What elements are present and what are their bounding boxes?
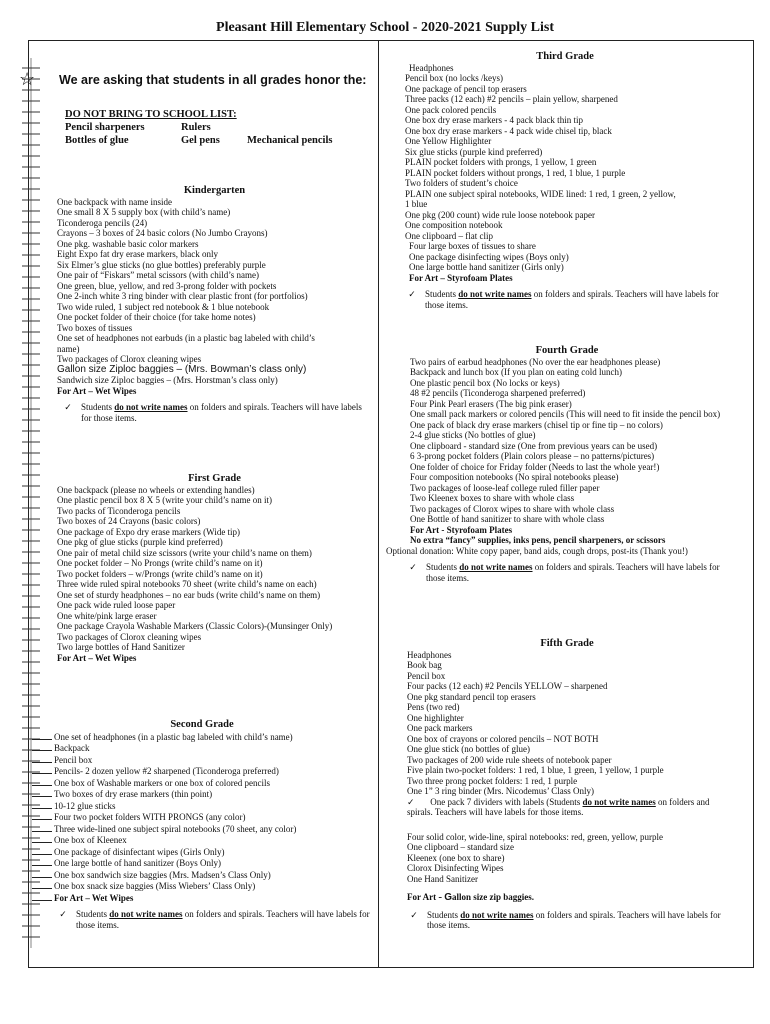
list-item: One package of pencil top erasers xyxy=(405,83,527,94)
list-item: Four packs (12 each) #2 Pencils YELLOW – sharpened xyxy=(407,681,608,691)
list-item: Two boxes of dry erase markers (thin point) xyxy=(32,788,372,800)
checkbox-line xyxy=(32,731,52,740)
list-item: For Art – Wet Wipes xyxy=(57,385,137,396)
checkbox-line xyxy=(32,777,52,786)
list-item: One box of Washable markers or one box of colored pencils xyxy=(32,777,372,789)
list-item: One 1” 3 ring binder (Mrs. Nicodemus’ Class Only) xyxy=(407,786,595,796)
checkbox-line xyxy=(32,765,52,774)
list-item: Two folders of student’s choice xyxy=(405,178,518,188)
section-heading: Third Grade xyxy=(536,51,594,62)
list-item: Two boxes of tissues xyxy=(57,322,133,333)
list-item: Pencil box (no locks /keys) xyxy=(405,73,503,83)
checkbox-line xyxy=(32,823,52,832)
list-item: Kleenex (one box to share) xyxy=(407,852,505,863)
list-item: PLAIN pocket folders without prongs, 1 red, 1 blue, 1 purple xyxy=(405,167,626,178)
list-item: One 2-inch white 3 ring binder with clear plastic front (for portfolios) xyxy=(57,291,308,301)
second-grade-section xyxy=(32,720,372,930)
do-not-bring-list xyxy=(65,108,332,147)
list-item: 6 3-prong pocket folders (Plain colors please – no patterns/pictures) xyxy=(410,451,655,461)
check-icon: ✓ xyxy=(410,909,418,920)
list-item: One box dry erase markers - 4 pack wide chisel tip, black xyxy=(405,125,612,136)
labels-note xyxy=(61,402,372,423)
checkbox-line xyxy=(32,834,52,843)
list-item: One pack colored pencils xyxy=(405,104,497,115)
list-item: Six glue sticks (purple kind preferred) xyxy=(405,146,543,157)
list-item: One package of disinfectant wipes (Girls Only) xyxy=(32,846,372,858)
section-heading: Second Grade xyxy=(170,719,234,730)
list-item: Gallon size Ziploc baggies – (Mrs. Bowman’s class only) xyxy=(57,363,307,375)
section-heading: Fifth Grade xyxy=(540,638,594,649)
checkbox-line xyxy=(32,857,52,866)
list-item: Two packages of Clorox wipes to share with whole class xyxy=(410,503,615,514)
list-item: Five plain two-pocket folders: 1 red, 1 blue, 1 green, 1 yellow, 1 purple xyxy=(407,765,664,775)
checkbox-line xyxy=(32,880,52,889)
list-item: One pair of “Fiskars” metal scissors (with child’s name) xyxy=(57,270,259,280)
list-item: Three wide-lined one subject spiral notebooks (70 sheet, any color) xyxy=(32,823,372,835)
item: Pencil sharpeners xyxy=(65,122,145,133)
list-item: Four solid color, wide-line, spiral notebooks: red, green, yellow, purple xyxy=(407,831,663,842)
check-icon: ✓ xyxy=(64,402,72,412)
list-item: Two Kleenex boxes to share with whole class xyxy=(410,493,575,503)
list-item: Sandwich size Ziploc baggies – (Mrs. Horstman’s class only) xyxy=(57,375,278,385)
note-text: Students do not write names on folders and spirals. Teachers will have labels for those items. xyxy=(427,909,721,930)
list-item: One package Crayola Washable Markers (Classic Colors)-(Munsinger Only) xyxy=(57,621,333,631)
list-item: Four two pocket folders WITH PRONGS (any color) xyxy=(32,811,372,823)
intro-text: We are asking that students in all grades honor the: xyxy=(59,73,367,87)
do-not-bring-title: DO NOT BRING TO SCHOOL LIST: xyxy=(65,109,237,120)
section-heading: First Grade xyxy=(188,473,241,484)
item: Bottles of glue xyxy=(65,135,129,146)
note-text: Students do not write names on folders and spirals. Teachers will have labels for those items. xyxy=(81,402,362,423)
list-item: 10-12 glue sticks xyxy=(32,800,372,812)
list-item: For Art – Wet Wipes xyxy=(32,892,372,904)
list-item: One pkg. washable basic color markers xyxy=(57,238,199,249)
list-item: Pencil box xyxy=(407,670,446,681)
list-item: Pencils- 2 dozen yellow #2 sharpened (Ticonderoga preferred) xyxy=(32,765,372,777)
list-item: Headphones xyxy=(407,649,452,660)
list-item: One pack of black dry erase markers (chisel tip or fine tip – no colors) xyxy=(410,419,663,430)
list-item: One small 8 X 5 supply box (with child’s name) xyxy=(57,207,231,217)
list-item: 1 blue xyxy=(405,199,428,209)
list-item: Six Elmer’s glue sticks (no glue bottles) preferably purple xyxy=(57,259,266,270)
labels-note xyxy=(405,289,725,310)
list-item: Two packages of loose-leaf college ruled filler paper xyxy=(410,482,600,493)
checkbox-line xyxy=(32,800,52,809)
list-item: One large bottle of hand sanitizer (Boys Only) xyxy=(32,857,372,869)
list-item: PLAIN one subject spiral notebooks, WIDE lined: 1 red, 1 green, 2 yellow, xyxy=(405,188,676,199)
check-icon: ✓ xyxy=(59,909,67,919)
list-item: Two wide ruled, 1 subject red notebook & 1 blue notebook xyxy=(57,301,270,312)
list-item: One plastic pencil box (No locks or keys) xyxy=(410,377,560,388)
list-item: One pack wide ruled loose paper xyxy=(57,600,176,610)
list-item: One backpack (please no wheels or extending handles) xyxy=(57,484,255,495)
list-item: Book bag xyxy=(407,660,442,670)
list-item: One plastic pencil box 8 X 5 (write your child’s name on it) xyxy=(57,495,272,505)
list-item: name) xyxy=(57,343,80,354)
list-item: One set of headphones not earbuds (in a plastic bag labeled with child’s xyxy=(57,333,315,343)
list-item: One pair of metal child size scissors (write your child’s name on them) xyxy=(57,547,312,558)
list-item: Pencil box xyxy=(32,754,372,766)
check-icon: ✓ xyxy=(408,289,416,299)
list-item: PLAIN pocket folders with prongs, 1 yellow, 1 green xyxy=(405,157,597,167)
list-item: Four Pink Pearl erasers (The big pink eraser) xyxy=(410,398,572,409)
list-item: Two packages of 200 wide rule sheets of notebook paper xyxy=(407,754,612,765)
list-item: One clipboard – flat clip xyxy=(405,230,493,241)
list-item: One pkg of glue sticks (purple kind preferred) xyxy=(57,537,223,547)
list-item: One folder of choice for Friday folder (Needs to last the whole year!) xyxy=(410,461,660,472)
list-item: No extra “fancy” supplies, inks pens, pencil sharpeners, or scissors xyxy=(410,535,666,545)
list-item: Headphones xyxy=(409,62,454,73)
list-item: Three wide ruled spiral notebooks 70 sheet (write child’s name on each) xyxy=(57,579,317,589)
list-item: For Art – Wet Wipes xyxy=(57,652,137,663)
labels-note xyxy=(407,910,727,931)
art-supply: For Art - Gallon size zip baggies. xyxy=(407,891,535,903)
checkbox-line xyxy=(32,742,52,751)
checkbox-line xyxy=(32,892,52,901)
item xyxy=(247,121,332,134)
list-item: One box of Kleenex xyxy=(32,834,372,846)
list-item: One clipboard - standard size (One from previous years can be used) xyxy=(410,440,658,451)
list-item: 48 #2 pencils (Ticonderoga sharpened preferred) xyxy=(410,388,586,398)
section-heading: Fourth Grade xyxy=(535,345,599,356)
note-text: Students do not write names on folders and spirals. Teachers will have labels for those items. xyxy=(426,562,720,583)
page-title: Pleasant Hill Elementary School - 2020-2021 Supply List xyxy=(216,20,554,35)
list-item: One backpack with name inside xyxy=(57,196,172,207)
list-item: One clipboard – standard size xyxy=(407,842,514,852)
list-item: One pkg standard pencil top erasers xyxy=(407,691,536,702)
list-item: Optional donation: White copy paper, band aids, cough drops, post-its (Thank you!) xyxy=(386,545,688,556)
list-item: Two boxes of 24 Crayons (basic colors) xyxy=(57,516,201,526)
list-item: Two packages of Clorox cleaning wipes xyxy=(57,631,202,642)
checkbox-line xyxy=(32,869,52,878)
item: Rulers xyxy=(181,122,211,133)
note-text: Students do not write names on folders and spirals. Teachers will have labels for those items. xyxy=(76,909,370,930)
list-item: One package disinfecting wipes (Boys only) xyxy=(409,251,569,262)
list-item: Backpack xyxy=(32,742,372,754)
list-item: One large bottle hand sanitizer (Girls only) xyxy=(409,262,564,272)
list-item: Four large boxes of tissues to share xyxy=(409,241,536,251)
list-item: One box of crayons or colored pencils – NOT BOTH xyxy=(407,733,599,744)
do-not-bring-row xyxy=(65,134,332,147)
do-not-bring-row xyxy=(65,121,332,134)
list-item: Four composition notebooks (No spiral notebooks please) xyxy=(410,472,619,482)
checkbox-line xyxy=(32,811,52,820)
fourth-grade-section xyxy=(386,346,748,583)
list-item: One glue stick (no bottles of glue) xyxy=(407,744,530,754)
list-item: One set of headphones (in a plastic bag labeled with child’s name) xyxy=(32,731,372,743)
list-item: One Bottle of hand sanitizer to share with whole class xyxy=(410,514,605,524)
list-item: One box snack size baggies (Miss Wiebers’ Class Only) xyxy=(32,880,372,892)
list-item: 2-4 glue sticks (No bottles of glue) xyxy=(410,430,536,440)
list-item: Crayons – 3 boxes of 24 basic colors (No Jumbo Crayons) xyxy=(57,228,268,238)
fifth-grade-section xyxy=(407,639,727,931)
list-item: One highlighter xyxy=(407,712,464,723)
first-grade-section xyxy=(57,474,372,663)
checkbox-line xyxy=(32,754,52,763)
list-item: ✓ One pack 7 dividers with labels (Students do not write names on folders and spirals. Teachers will have labels for those items. xyxy=(407,796,710,817)
kindergarten-section xyxy=(57,186,372,423)
list-item: Three packs (12 each) #2 pencils – plain yellow, sharpened xyxy=(405,94,618,104)
list-item: Two packages of Clorox cleaning wipes xyxy=(57,354,202,364)
list-item: One set of sturdy headphones – no ear buds (write child’s name on them) xyxy=(57,589,321,600)
list-item: Eight Expo fat dry erase markers, black only xyxy=(57,249,218,259)
list-item: For Art – Styrofoam Plates xyxy=(409,272,513,283)
check-icon: ✓ xyxy=(409,562,417,572)
list-item: Two three prong pocket folders: 1 red, 1 purple xyxy=(407,775,578,786)
list-item: One pocket folder – No Prongs (write child’s name on it) xyxy=(57,558,263,568)
list-item: One pocket folder of their choice (for take home notes) xyxy=(57,312,256,322)
list-item: Two packs of Ticonderoga pencils xyxy=(57,505,181,516)
third-grade-section xyxy=(405,52,725,310)
section-heading: Kindergarten xyxy=(183,185,246,196)
list-item: One pack markers xyxy=(407,723,473,733)
list-item: Clorox Disinfecting Wipes xyxy=(407,863,504,873)
list-item: One Yellow Highlighter xyxy=(405,136,492,146)
list-item: One composition notebook xyxy=(405,220,503,230)
checkbox-line xyxy=(32,846,52,855)
list-item: One box dry erase markers - 4 pack black thin tip xyxy=(405,115,583,125)
note-text: Students do not write names on folders and spirals. Teachers will have labels for those items. xyxy=(425,289,719,310)
list-item: One green, blue, yellow, and red 3-prong folder with pockets xyxy=(57,280,277,291)
labels-note xyxy=(406,562,726,583)
item: Mechanical pencils xyxy=(247,135,333,146)
list-item: Two pocket folders – w/Prongs (write child’s name on it) xyxy=(57,568,263,579)
list-item: Two pairs of earbud headphones (No over the ear headphones please) xyxy=(410,356,661,367)
list-item: Two large bottles of Hand Sanitizer xyxy=(57,642,185,652)
list-item: Pens (two red) xyxy=(407,702,460,712)
list-item: For Art - Styrofoam Plates xyxy=(410,524,513,535)
list-item: One white/pink large eraser xyxy=(57,610,157,621)
list-item: Ticonderoga pencils (24) xyxy=(57,217,148,228)
list-item: One small pack markers or colored pencils (This will need to fit inside the pencil box) xyxy=(410,409,721,419)
labels-note xyxy=(56,909,372,930)
column-divider xyxy=(378,40,379,968)
item: Gel pens xyxy=(181,135,220,146)
list-item: Backpack and lunch box (If you plan on eating cold lunch) xyxy=(410,367,622,377)
list-item: One box sandwich size baggies (Mrs. Madsen’s Class Only) xyxy=(32,869,372,881)
list-item: One package of Expo dry erase markers (Wide tip) xyxy=(57,526,241,537)
list-item: One Hand Sanitizer xyxy=(407,873,478,884)
checkbox-line xyxy=(32,788,52,797)
star-icon: ☆ xyxy=(19,69,36,89)
list-item: One pkg (200 count) wide rule loose notebook paper xyxy=(405,209,595,220)
